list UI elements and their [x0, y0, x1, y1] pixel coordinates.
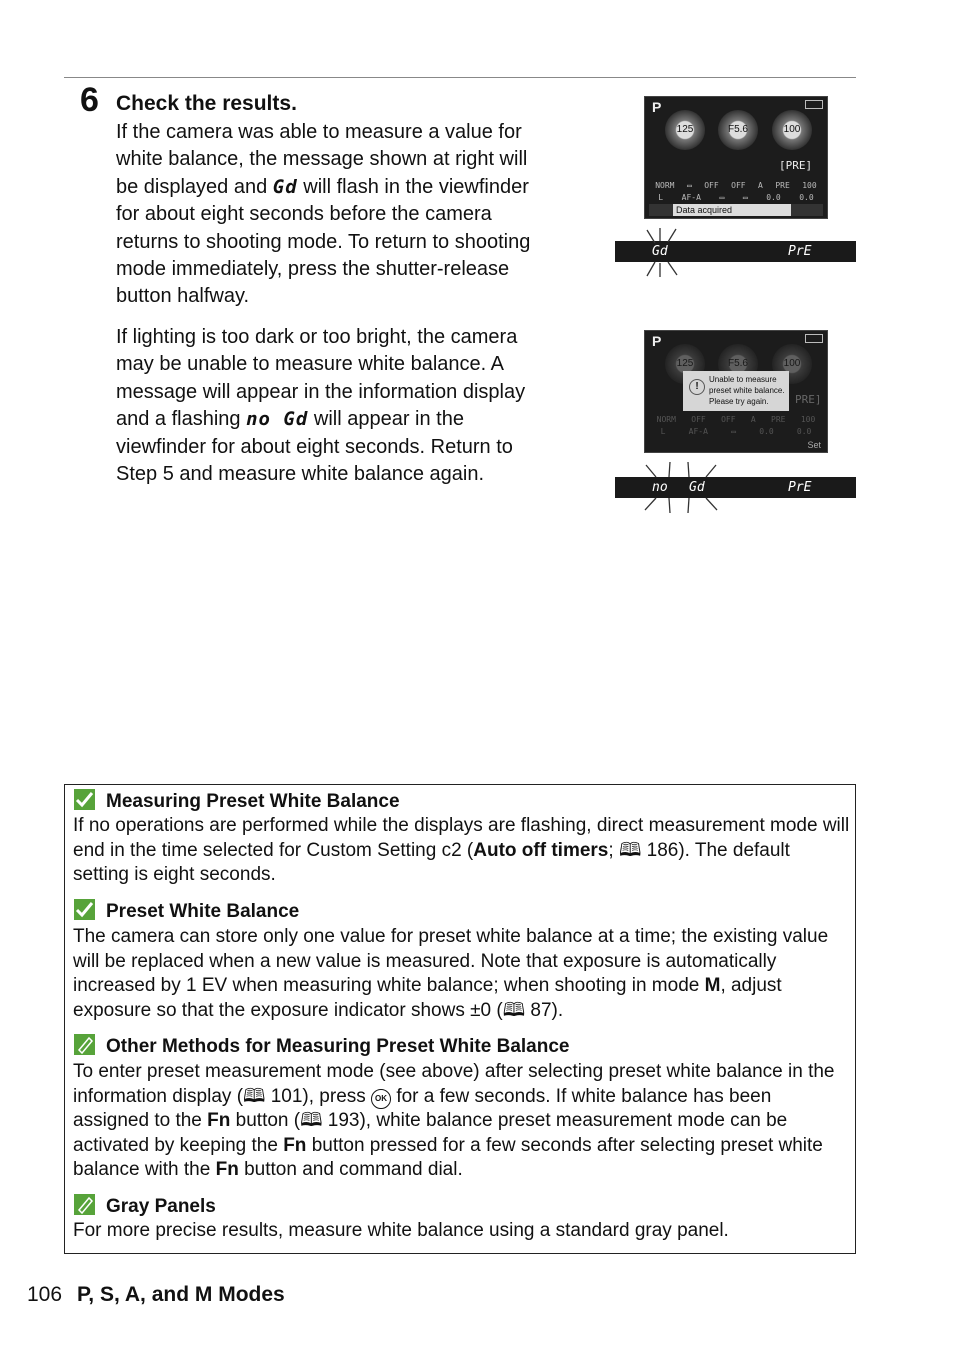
- note-title-other-methods: Other Methods for Measuring Preset White Balance: [106, 1036, 570, 1057]
- info-display-failure: [644, 330, 828, 453]
- book-icon: 🕮: [300, 1110, 328, 1132]
- shutter-dial: 125: [665, 110, 705, 150]
- setting-cell: 0.0: [799, 193, 814, 202]
- text: will appear in the viewfinder for about eight seconds. Return to Step 5 and measure white balance again.: [116, 408, 513, 486]
- viewfinder-no-gd-symbol: no Gd: [246, 408, 309, 431]
- pencil-note-icon: [74, 1194, 95, 1215]
- iso-dial: 100: [772, 110, 812, 150]
- viewfinder-display-failure: [615, 477, 856, 498]
- data-acquired-message: Data acquired: [673, 204, 791, 216]
- note-body-preset: [73, 925, 851, 1023]
- setting-cell: AF-A: [681, 193, 701, 202]
- aperture-dial: F5.6: [718, 344, 758, 384]
- battery-icon: [805, 334, 823, 343]
- text: If no operations are performed while the displays are flashing, direct measurement mode will end in the time selected for Custom Setting c2 (: [73, 815, 850, 861]
- setting-cell: 100: [802, 181, 817, 190]
- text: ), press: [302, 1085, 372, 1107]
- setting-cell: ▭: [742, 193, 748, 202]
- pencil-note-icon: [74, 1034, 95, 1055]
- setting-cell: A: [750, 415, 756, 424]
- page-ref: 101: [270, 1085, 303, 1107]
- setting-cell: ▭: [719, 193, 725, 202]
- viewfinder-display-success: [615, 241, 856, 262]
- iso-dial: 100: [772, 344, 812, 384]
- setting-cell: 0.0: [759, 427, 774, 436]
- aperture-dial: F5.6: [718, 110, 758, 150]
- settings-row-2: [649, 193, 823, 204]
- setting-cell: PRE: [775, 181, 790, 190]
- text: If the camera was able to measure a value for white balance, the message shown at right will be displayed and: [116, 121, 528, 198]
- setting-cell: 100: [800, 415, 816, 424]
- fn-button-label: Fn: [215, 1159, 239, 1181]
- note-body-measuring: [73, 814, 851, 888]
- info-display-success: [644, 96, 828, 219]
- viewfinder-pre: PrE: [788, 244, 812, 259]
- text: ;: [608, 839, 619, 861]
- setting-cell: OFF: [691, 415, 706, 424]
- fn-button-label: Fn: [283, 1134, 307, 1156]
- note-body-gray-panels: For more precise results, measure white balance using a standard gray panel.: [73, 1220, 729, 1241]
- battery-icon: [805, 100, 823, 109]
- note-title-measuring: Measuring Preset White Balance: [106, 791, 400, 812]
- page-number: 106: [27, 1283, 63, 1306]
- page-ref: 186: [646, 839, 679, 861]
- menu-name: Auto off timers: [473, 839, 609, 861]
- viewfinder-gd-symbol: Gd: [272, 175, 298, 198]
- setting-cell: ▭: [731, 427, 736, 436]
- step-title: Check the results.: [116, 92, 297, 115]
- warning-icon: !: [689, 379, 705, 395]
- book-icon: 🕮: [502, 999, 531, 1021]
- setting-cell: OFF: [721, 415, 736, 424]
- set-label: Set: [807, 440, 821, 450]
- error-line: Unable to measure: [709, 375, 777, 384]
- error-line: Please try again.: [709, 397, 769, 406]
- text: button (: [230, 1110, 301, 1132]
- section-title: P, S, A, and M Modes: [77, 1283, 285, 1306]
- check-icon: [74, 899, 95, 920]
- ok-button-icon: OK: [371, 1089, 391, 1109]
- setting-cell: OFF: [704, 181, 719, 190]
- settings-row-2: [649, 427, 823, 438]
- wb-preset-label: [PRE]: [779, 159, 813, 172]
- text: button pressed for a few seconds after selecting preset white balance with the: [73, 1134, 823, 1181]
- text: To enter preset measurement mode (see above) after selecting preset white balance in the information display (: [73, 1061, 835, 1107]
- setting-cell: AF-A: [688, 427, 708, 436]
- step-paragraph-success: [116, 119, 546, 311]
- note-body-other-methods: [73, 1060, 851, 1183]
- mode-m: M: [704, 975, 721, 997]
- settings-row-1: [649, 415, 823, 426]
- mode-indicator: P: [652, 333, 662, 349]
- text: will flash in the viewfinder for about eight seconds before the camera returns to shooting mode. To return to shooting mode immediately, press the shutter-release button halfway.: [116, 175, 531, 308]
- setting-cell: NORM: [656, 415, 676, 424]
- text: ).: [551, 999, 564, 1021]
- book-icon: 🕮: [618, 839, 647, 861]
- setting-cell: 0.0: [766, 193, 781, 202]
- wb-preset-label: PRE]: [795, 393, 822, 406]
- viewfinder-pre: PrE: [788, 480, 812, 495]
- book-icon: 🕮: [243, 1085, 271, 1107]
- setting-cell: L: [658, 193, 664, 202]
- text: ). The default setting is eight seconds.: [73, 839, 790, 886]
- shutter-dial: 125: [665, 344, 705, 384]
- page-ref: 193: [327, 1110, 360, 1132]
- viewfinder-gd: Gd: [652, 244, 668, 259]
- setting-cell: A: [758, 181, 763, 190]
- viewfinder-no: no: [652, 480, 668, 495]
- top-rule: [64, 77, 856, 78]
- text: for a few seconds. If white balance has been assigned to the: [73, 1085, 772, 1132]
- setting-cell: NORM: [655, 181, 675, 190]
- check-icon: [74, 789, 95, 810]
- note-title-gray-panels: Gray Panels: [106, 1196, 216, 1217]
- text: If lighting is too dark or too bright, the camera may be unable to measure white balance. A message will appear in the information display and a flashing: [116, 326, 526, 431]
- text: button and command dial.: [238, 1159, 463, 1181]
- text: , adjust exposure so that the exposure indicator shows ±0 (: [73, 975, 782, 1021]
- text: ), white balance preset measurement mode can be activated by keeping the: [73, 1110, 788, 1156]
- text: The camera can store only one value for preset white balance at a time; the existing value will be replaced when a new value is measured. Note that exposure is automatically increased by 1 EV when measuring white balance; when shooting in mode: [73, 926, 829, 997]
- setting-cell: L: [660, 427, 666, 436]
- setting-cell: PRE: [771, 415, 786, 424]
- error-line: preset white balance.: [709, 386, 785, 395]
- mode-indicator: P: [652, 99, 662, 115]
- fn-button-label: Fn: [207, 1110, 231, 1132]
- note-title-preset: Preset White Balance: [106, 901, 300, 922]
- step-paragraph-failure: [116, 324, 546, 488]
- setting-cell: 0.0: [796, 427, 812, 436]
- page-ref: 87: [530, 999, 552, 1021]
- setting-cell: ▭: [686, 181, 692, 190]
- error-dialog: [683, 371, 789, 411]
- settings-row-1: [649, 181, 823, 192]
- viewfinder-gd: Gd: [689, 480, 705, 495]
- setting-cell: OFF: [731, 181, 746, 190]
- step-number: 6: [80, 81, 99, 119]
